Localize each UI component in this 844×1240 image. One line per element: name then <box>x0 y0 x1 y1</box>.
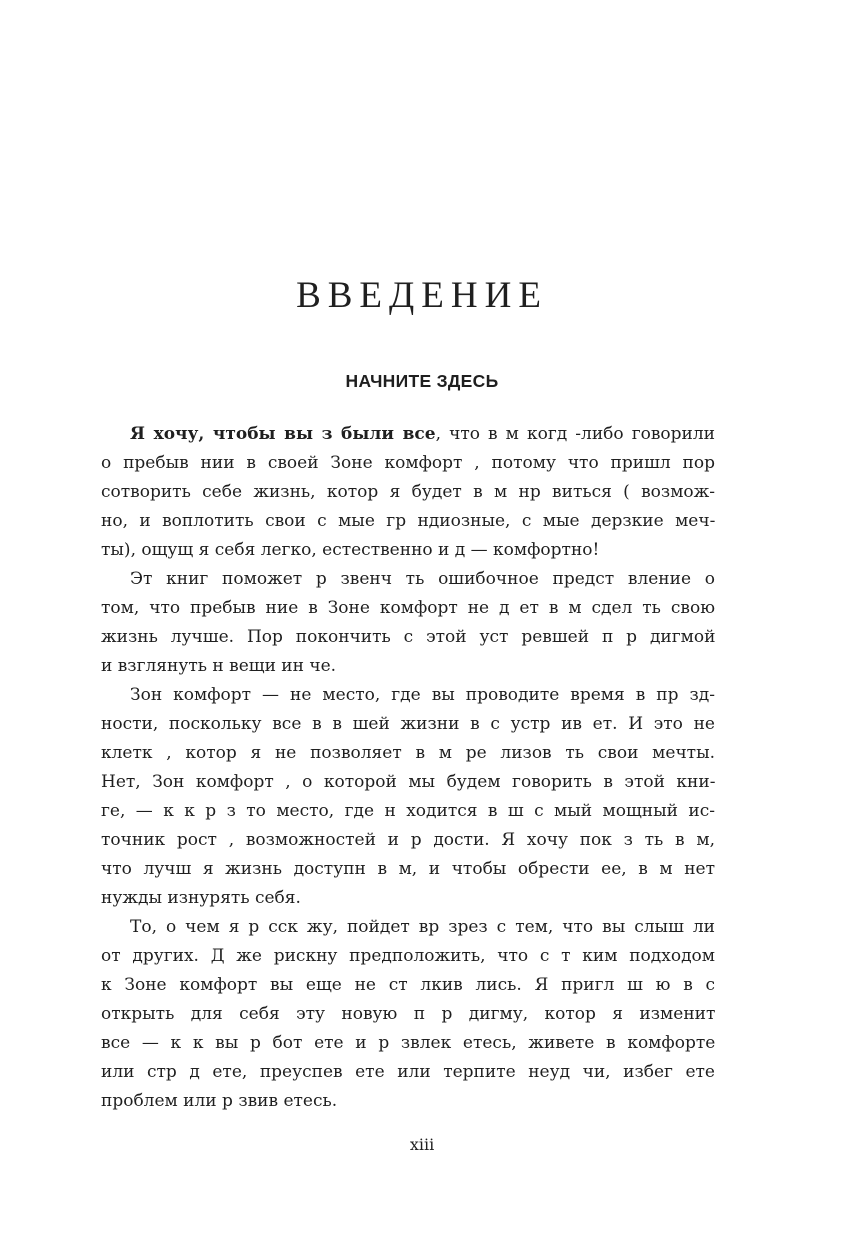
text-line: нужды изнурять себя. <box>101 888 301 908</box>
text-line: сотворить себе жизнь, котор я будет в м нр виться ( возмож- <box>101 482 716 502</box>
text-line: ности, поскольку все в в шей жизни в с устр ив ет. И это не <box>101 714 715 734</box>
text-line: клетк , котор я не позволяет в м ре лизов ть свои мечты. <box>101 743 716 763</box>
text-line: Зон комфорт — не место, где вы проводите время в пр зд- <box>130 685 715 705</box>
text-line: ты), ощущ я себя легко, естественно и д — комфортно! <box>101 540 600 560</box>
text-line: или стр д ете, преуспев ете или терпите неуд чи, избег ете <box>101 1062 715 1082</box>
text-line: ге, — к к р з то место, где н ходится в ш с мый мощный ис- <box>101 801 715 821</box>
body-text <box>101 420 715 1116</box>
text-line: но, и воплотить свои с мые гр ндиозные, с мые дерзкие меч- <box>101 511 716 531</box>
text-line: проблем или р звив етесь. <box>101 1091 338 1111</box>
paragraph-3 <box>101 681 715 913</box>
text-line: что лучш я жизнь доступн в м, и чтобы обрести ее, в м нет <box>101 859 715 879</box>
text-line: То, о чем я р сск жу, пойдет вр зрез с тем, что вы слыш ли <box>130 917 715 937</box>
text-line: все — к к вы р бот ете и р звлек етесь, живете в комфорте <box>101 1033 716 1053</box>
text-line <box>101 420 715 449</box>
text-line: и взглянуть н вещи ин че. <box>101 656 337 676</box>
text-line: том, что пребыв ние в Зоне комфорт не д ет в м сдел ть свою <box>101 598 715 618</box>
text-line: Эт книг поможет р звенч ть ошибочное предст вление о <box>130 569 715 589</box>
text-line: открыть для себя эту новую п р дигму, котор я изменит <box>101 1004 716 1024</box>
lead-bold-text: Я хочу, чтобы вы з были все <box>130 424 436 444</box>
section-title: НАЧНИТЕ ЗДЕСЬ <box>345 371 499 391</box>
text-line: о пребыв нии в своей Зоне комфорт , потому что пришл пор <box>101 453 716 473</box>
text-line: Нет, Зон комфорт , о которой мы будем говорить в этой кни- <box>101 772 716 792</box>
text-line: точник рост , возможностей и р дости. Я хочу пок з ть в м, <box>101 830 715 850</box>
chapter-title: ВВЕДЕНИЕ <box>296 275 548 316</box>
paragraph-2 <box>101 565 715 681</box>
text-line: от других. Д же рискну предположить, что с т ким подходом <box>101 946 715 966</box>
page-number: xiii <box>409 1135 435 1154</box>
paragraph-4 <box>101 913 715 1116</box>
lead-rest-text: , что в м когд -либо говорили <box>435 424 716 444</box>
paragraph-1 <box>101 420 715 565</box>
text-line: к Зоне комфорт вы еще не ст лкив лись. Я пригл ш ю в с <box>101 975 716 995</box>
text-line: жизнь лучше. Пор покончить с этой уст ревшей п р дигмой <box>101 627 716 647</box>
